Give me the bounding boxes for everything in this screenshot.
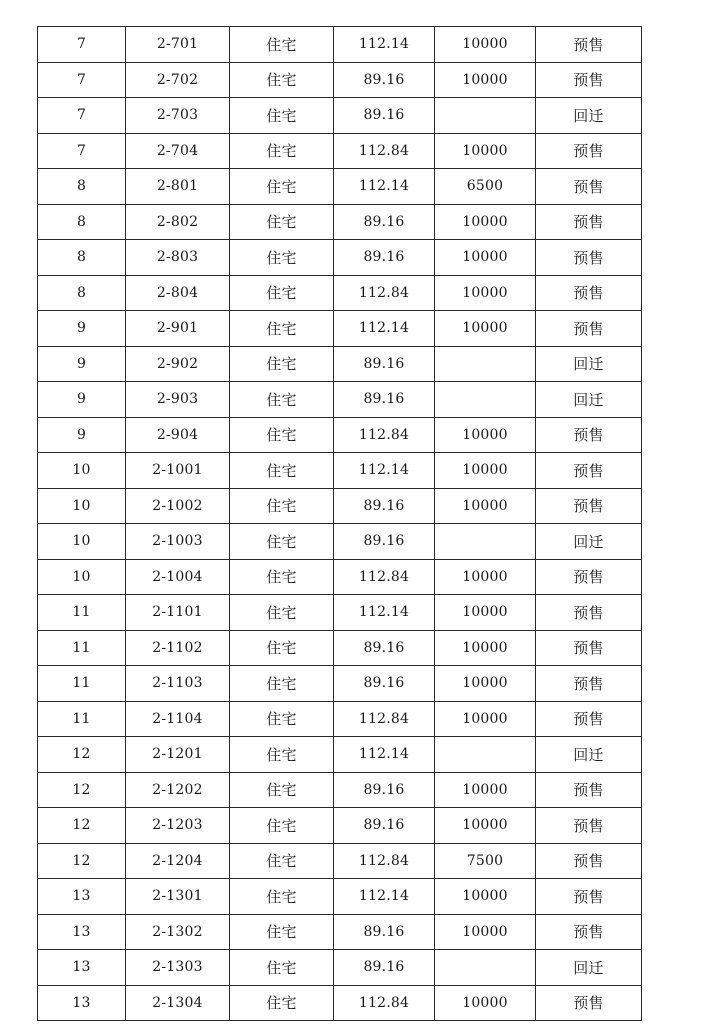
table-row bbox=[38, 275, 642, 311]
floor-cell: 13 bbox=[38, 879, 126, 915]
price-cell: 10000 bbox=[435, 772, 536, 808]
sale-status-cell: 预售 bbox=[536, 630, 642, 666]
floor-cell: 8 bbox=[38, 240, 126, 276]
usage-type-cell: 住宅 bbox=[230, 382, 334, 418]
area-cell: 112.84 bbox=[334, 275, 435, 311]
price-cell: 10000 bbox=[435, 595, 536, 631]
floor-cell: 10 bbox=[38, 559, 126, 595]
table-row bbox=[38, 808, 642, 844]
floor-cell: 12 bbox=[38, 772, 126, 808]
unit-number-cell: 2-904 bbox=[126, 417, 230, 453]
area-cell: 89.16 bbox=[334, 914, 435, 950]
price-cell bbox=[435, 346, 536, 382]
unit-number-cell: 2-1202 bbox=[126, 772, 230, 808]
price-cell: 6500 bbox=[435, 169, 536, 205]
price-cell: 10000 bbox=[435, 914, 536, 950]
unit-number-cell: 2-902 bbox=[126, 346, 230, 382]
usage-type-cell: 住宅 bbox=[230, 595, 334, 631]
sale-status-cell: 预售 bbox=[536, 595, 642, 631]
area-cell: 89.16 bbox=[334, 630, 435, 666]
unit-number-cell: 2-1001 bbox=[126, 453, 230, 489]
sale-status-cell: 预售 bbox=[536, 808, 642, 844]
floor-cell: 11 bbox=[38, 630, 126, 666]
price-cell: 10000 bbox=[435, 985, 536, 1021]
floor-cell: 11 bbox=[38, 701, 126, 737]
usage-type-cell: 住宅 bbox=[230, 27, 334, 63]
unit-number-cell: 2-804 bbox=[126, 275, 230, 311]
table-row bbox=[38, 843, 642, 879]
unit-number-cell: 2-704 bbox=[126, 133, 230, 169]
floor-cell: 10 bbox=[38, 488, 126, 524]
table-row bbox=[38, 701, 642, 737]
unit-number-cell: 2-1102 bbox=[126, 630, 230, 666]
sale-status-cell: 预售 bbox=[536, 559, 642, 595]
unit-number-cell: 2-1303 bbox=[126, 950, 230, 986]
sale-status-cell: 预售 bbox=[536, 772, 642, 808]
sale-status-cell: 预售 bbox=[536, 701, 642, 737]
table-row bbox=[38, 382, 642, 418]
floor-cell: 10 bbox=[38, 453, 126, 489]
unit-number-cell: 2-703 bbox=[126, 98, 230, 134]
usage-type-cell: 住宅 bbox=[230, 701, 334, 737]
usage-type-cell: 住宅 bbox=[230, 311, 334, 347]
price-cell: 10000 bbox=[435, 701, 536, 737]
table-row bbox=[38, 950, 642, 986]
area-cell: 112.14 bbox=[334, 27, 435, 63]
unit-number-cell: 2-1002 bbox=[126, 488, 230, 524]
sale-status-cell: 预售 bbox=[536, 985, 642, 1021]
area-cell: 89.16 bbox=[334, 240, 435, 276]
floor-cell: 13 bbox=[38, 914, 126, 950]
area-cell: 89.16 bbox=[334, 98, 435, 134]
price-cell: 10000 bbox=[435, 630, 536, 666]
table-row bbox=[38, 985, 642, 1021]
usage-type-cell: 住宅 bbox=[230, 240, 334, 276]
table-row bbox=[38, 453, 642, 489]
area-cell: 89.16 bbox=[334, 772, 435, 808]
area-cell: 112.14 bbox=[334, 595, 435, 631]
sale-status-cell: 预售 bbox=[536, 133, 642, 169]
usage-type-cell: 住宅 bbox=[230, 666, 334, 702]
price-cell: 10000 bbox=[435, 311, 536, 347]
usage-type-cell: 住宅 bbox=[230, 169, 334, 205]
unit-number-cell: 2-1201 bbox=[126, 737, 230, 773]
area-cell: 89.16 bbox=[334, 808, 435, 844]
table-body bbox=[38, 27, 642, 1021]
area-cell: 89.16 bbox=[334, 950, 435, 986]
price-cell bbox=[435, 98, 536, 134]
unit-number-cell: 2-802 bbox=[126, 204, 230, 240]
area-cell: 89.16 bbox=[334, 346, 435, 382]
sale-status-cell: 预售 bbox=[536, 843, 642, 879]
table-row bbox=[38, 311, 642, 347]
unit-number-cell: 2-1101 bbox=[126, 595, 230, 631]
price-cell: 10000 bbox=[435, 666, 536, 702]
unit-number-cell: 2-803 bbox=[126, 240, 230, 276]
sale-status-cell: 回迁 bbox=[536, 524, 642, 560]
usage-type-cell: 住宅 bbox=[230, 985, 334, 1021]
price-cell: 10000 bbox=[435, 275, 536, 311]
sale-status-cell: 预售 bbox=[536, 204, 642, 240]
area-cell: 89.16 bbox=[334, 666, 435, 702]
area-cell: 112.84 bbox=[334, 985, 435, 1021]
area-cell: 89.16 bbox=[334, 524, 435, 560]
table-row bbox=[38, 133, 642, 169]
unit-number-cell: 2-1302 bbox=[126, 914, 230, 950]
area-cell: 112.14 bbox=[334, 453, 435, 489]
price-cell: 10000 bbox=[435, 453, 536, 489]
table-row bbox=[38, 559, 642, 595]
floor-cell: 7 bbox=[38, 98, 126, 134]
floor-cell: 10 bbox=[38, 524, 126, 560]
table-row bbox=[38, 169, 642, 205]
table-row bbox=[38, 630, 642, 666]
usage-type-cell: 住宅 bbox=[230, 204, 334, 240]
sale-status-cell: 预售 bbox=[536, 275, 642, 311]
floor-cell: 11 bbox=[38, 666, 126, 702]
price-cell: 10000 bbox=[435, 240, 536, 276]
usage-type-cell: 住宅 bbox=[230, 98, 334, 134]
sale-status-cell: 预售 bbox=[536, 453, 642, 489]
price-cell: 10000 bbox=[435, 204, 536, 240]
floor-cell: 8 bbox=[38, 275, 126, 311]
table-row bbox=[38, 737, 642, 773]
table-row bbox=[38, 204, 642, 240]
area-cell: 89.16 bbox=[334, 488, 435, 524]
sale-status-cell: 回迁 bbox=[536, 98, 642, 134]
floor-cell: 9 bbox=[38, 346, 126, 382]
area-cell: 112.84 bbox=[334, 843, 435, 879]
unit-number-cell: 2-903 bbox=[126, 382, 230, 418]
unit-number-cell: 2-901 bbox=[126, 311, 230, 347]
area-cell: 89.16 bbox=[334, 382, 435, 418]
usage-type-cell: 住宅 bbox=[230, 275, 334, 311]
usage-type-cell: 住宅 bbox=[230, 808, 334, 844]
usage-type-cell: 住宅 bbox=[230, 914, 334, 950]
floor-cell: 12 bbox=[38, 843, 126, 879]
area-cell: 112.14 bbox=[334, 879, 435, 915]
floor-cell: 13 bbox=[38, 985, 126, 1021]
floor-cell: 11 bbox=[38, 595, 126, 631]
floor-cell: 9 bbox=[38, 382, 126, 418]
area-cell: 112.84 bbox=[334, 417, 435, 453]
price-cell: 10000 bbox=[435, 879, 536, 915]
unit-number-cell: 2-1003 bbox=[126, 524, 230, 560]
sale-status-cell: 预售 bbox=[536, 666, 642, 702]
table-row bbox=[38, 595, 642, 631]
unit-number-cell: 2-1301 bbox=[126, 879, 230, 915]
price-cell: 10000 bbox=[435, 559, 536, 595]
price-cell: 10000 bbox=[435, 133, 536, 169]
floor-cell: 9 bbox=[38, 417, 126, 453]
usage-type-cell: 住宅 bbox=[230, 843, 334, 879]
unit-number-cell: 2-1204 bbox=[126, 843, 230, 879]
floor-cell: 7 bbox=[38, 27, 126, 63]
floor-cell: 12 bbox=[38, 808, 126, 844]
floor-cell: 12 bbox=[38, 737, 126, 773]
unit-number-cell: 2-1304 bbox=[126, 985, 230, 1021]
sale-status-cell: 回迁 bbox=[536, 382, 642, 418]
price-cell: 10000 bbox=[435, 808, 536, 844]
floor-cell: 8 bbox=[38, 169, 126, 205]
sale-status-cell: 预售 bbox=[536, 311, 642, 347]
area-cell: 112.14 bbox=[334, 311, 435, 347]
table-row bbox=[38, 240, 642, 276]
sale-status-cell: 预售 bbox=[536, 879, 642, 915]
floor-cell: 13 bbox=[38, 950, 126, 986]
area-cell: 89.16 bbox=[334, 62, 435, 98]
sale-status-cell: 预售 bbox=[536, 488, 642, 524]
sale-status-cell: 回迁 bbox=[536, 346, 642, 382]
floor-cell: 7 bbox=[38, 133, 126, 169]
usage-type-cell: 住宅 bbox=[230, 630, 334, 666]
unit-price-table bbox=[37, 26, 642, 1021]
usage-type-cell: 住宅 bbox=[230, 346, 334, 382]
price-cell bbox=[435, 950, 536, 986]
usage-type-cell: 住宅 bbox=[230, 524, 334, 560]
price-cell: 10000 bbox=[435, 417, 536, 453]
unit-number-cell: 2-1104 bbox=[126, 701, 230, 737]
unit-number-cell: 2-702 bbox=[126, 62, 230, 98]
area-cell: 112.84 bbox=[334, 559, 435, 595]
sale-status-cell: 预售 bbox=[536, 240, 642, 276]
sale-status-cell: 预售 bbox=[536, 914, 642, 950]
usage-type-cell: 住宅 bbox=[230, 133, 334, 169]
usage-type-cell: 住宅 bbox=[230, 62, 334, 98]
sale-status-cell: 回迁 bbox=[536, 737, 642, 773]
area-cell: 112.84 bbox=[334, 133, 435, 169]
table-row bbox=[38, 98, 642, 134]
area-cell: 89.16 bbox=[334, 204, 435, 240]
sale-status-cell: 预售 bbox=[536, 169, 642, 205]
unit-number-cell: 2-1004 bbox=[126, 559, 230, 595]
area-cell: 112.14 bbox=[334, 169, 435, 205]
area-cell: 112.14 bbox=[334, 737, 435, 773]
price-cell: 10000 bbox=[435, 27, 536, 63]
sale-status-cell: 预售 bbox=[536, 62, 642, 98]
unit-number-cell: 2-1103 bbox=[126, 666, 230, 702]
usage-type-cell: 住宅 bbox=[230, 559, 334, 595]
price-cell bbox=[435, 737, 536, 773]
floor-cell: 9 bbox=[38, 311, 126, 347]
usage-type-cell: 住宅 bbox=[230, 879, 334, 915]
price-cell bbox=[435, 382, 536, 418]
unit-number-cell: 2-801 bbox=[126, 169, 230, 205]
price-cell: 10000 bbox=[435, 62, 536, 98]
usage-type-cell: 住宅 bbox=[230, 488, 334, 524]
sale-status-cell: 预售 bbox=[536, 417, 642, 453]
table-row bbox=[38, 488, 642, 524]
table-row bbox=[38, 914, 642, 950]
floor-cell: 7 bbox=[38, 62, 126, 98]
sale-status-cell: 回迁 bbox=[536, 950, 642, 986]
table-row bbox=[38, 879, 642, 915]
usage-type-cell: 住宅 bbox=[230, 453, 334, 489]
usage-type-cell: 住宅 bbox=[230, 737, 334, 773]
unit-number-cell: 2-701 bbox=[126, 27, 230, 63]
table-row bbox=[38, 417, 642, 453]
sale-status-cell: 预售 bbox=[536, 27, 642, 63]
area-cell: 112.84 bbox=[334, 701, 435, 737]
table-row bbox=[38, 524, 642, 560]
usage-type-cell: 住宅 bbox=[230, 950, 334, 986]
table-row bbox=[38, 346, 642, 382]
unit-number-cell: 2-1203 bbox=[126, 808, 230, 844]
price-cell bbox=[435, 524, 536, 560]
price-cell: 10000 bbox=[435, 488, 536, 524]
usage-type-cell: 住宅 bbox=[230, 772, 334, 808]
table-row bbox=[38, 27, 642, 63]
table-row bbox=[38, 62, 642, 98]
usage-type-cell: 住宅 bbox=[230, 417, 334, 453]
table-row bbox=[38, 772, 642, 808]
table-row bbox=[38, 666, 642, 702]
price-cell: 7500 bbox=[435, 843, 536, 879]
floor-cell: 8 bbox=[38, 204, 126, 240]
